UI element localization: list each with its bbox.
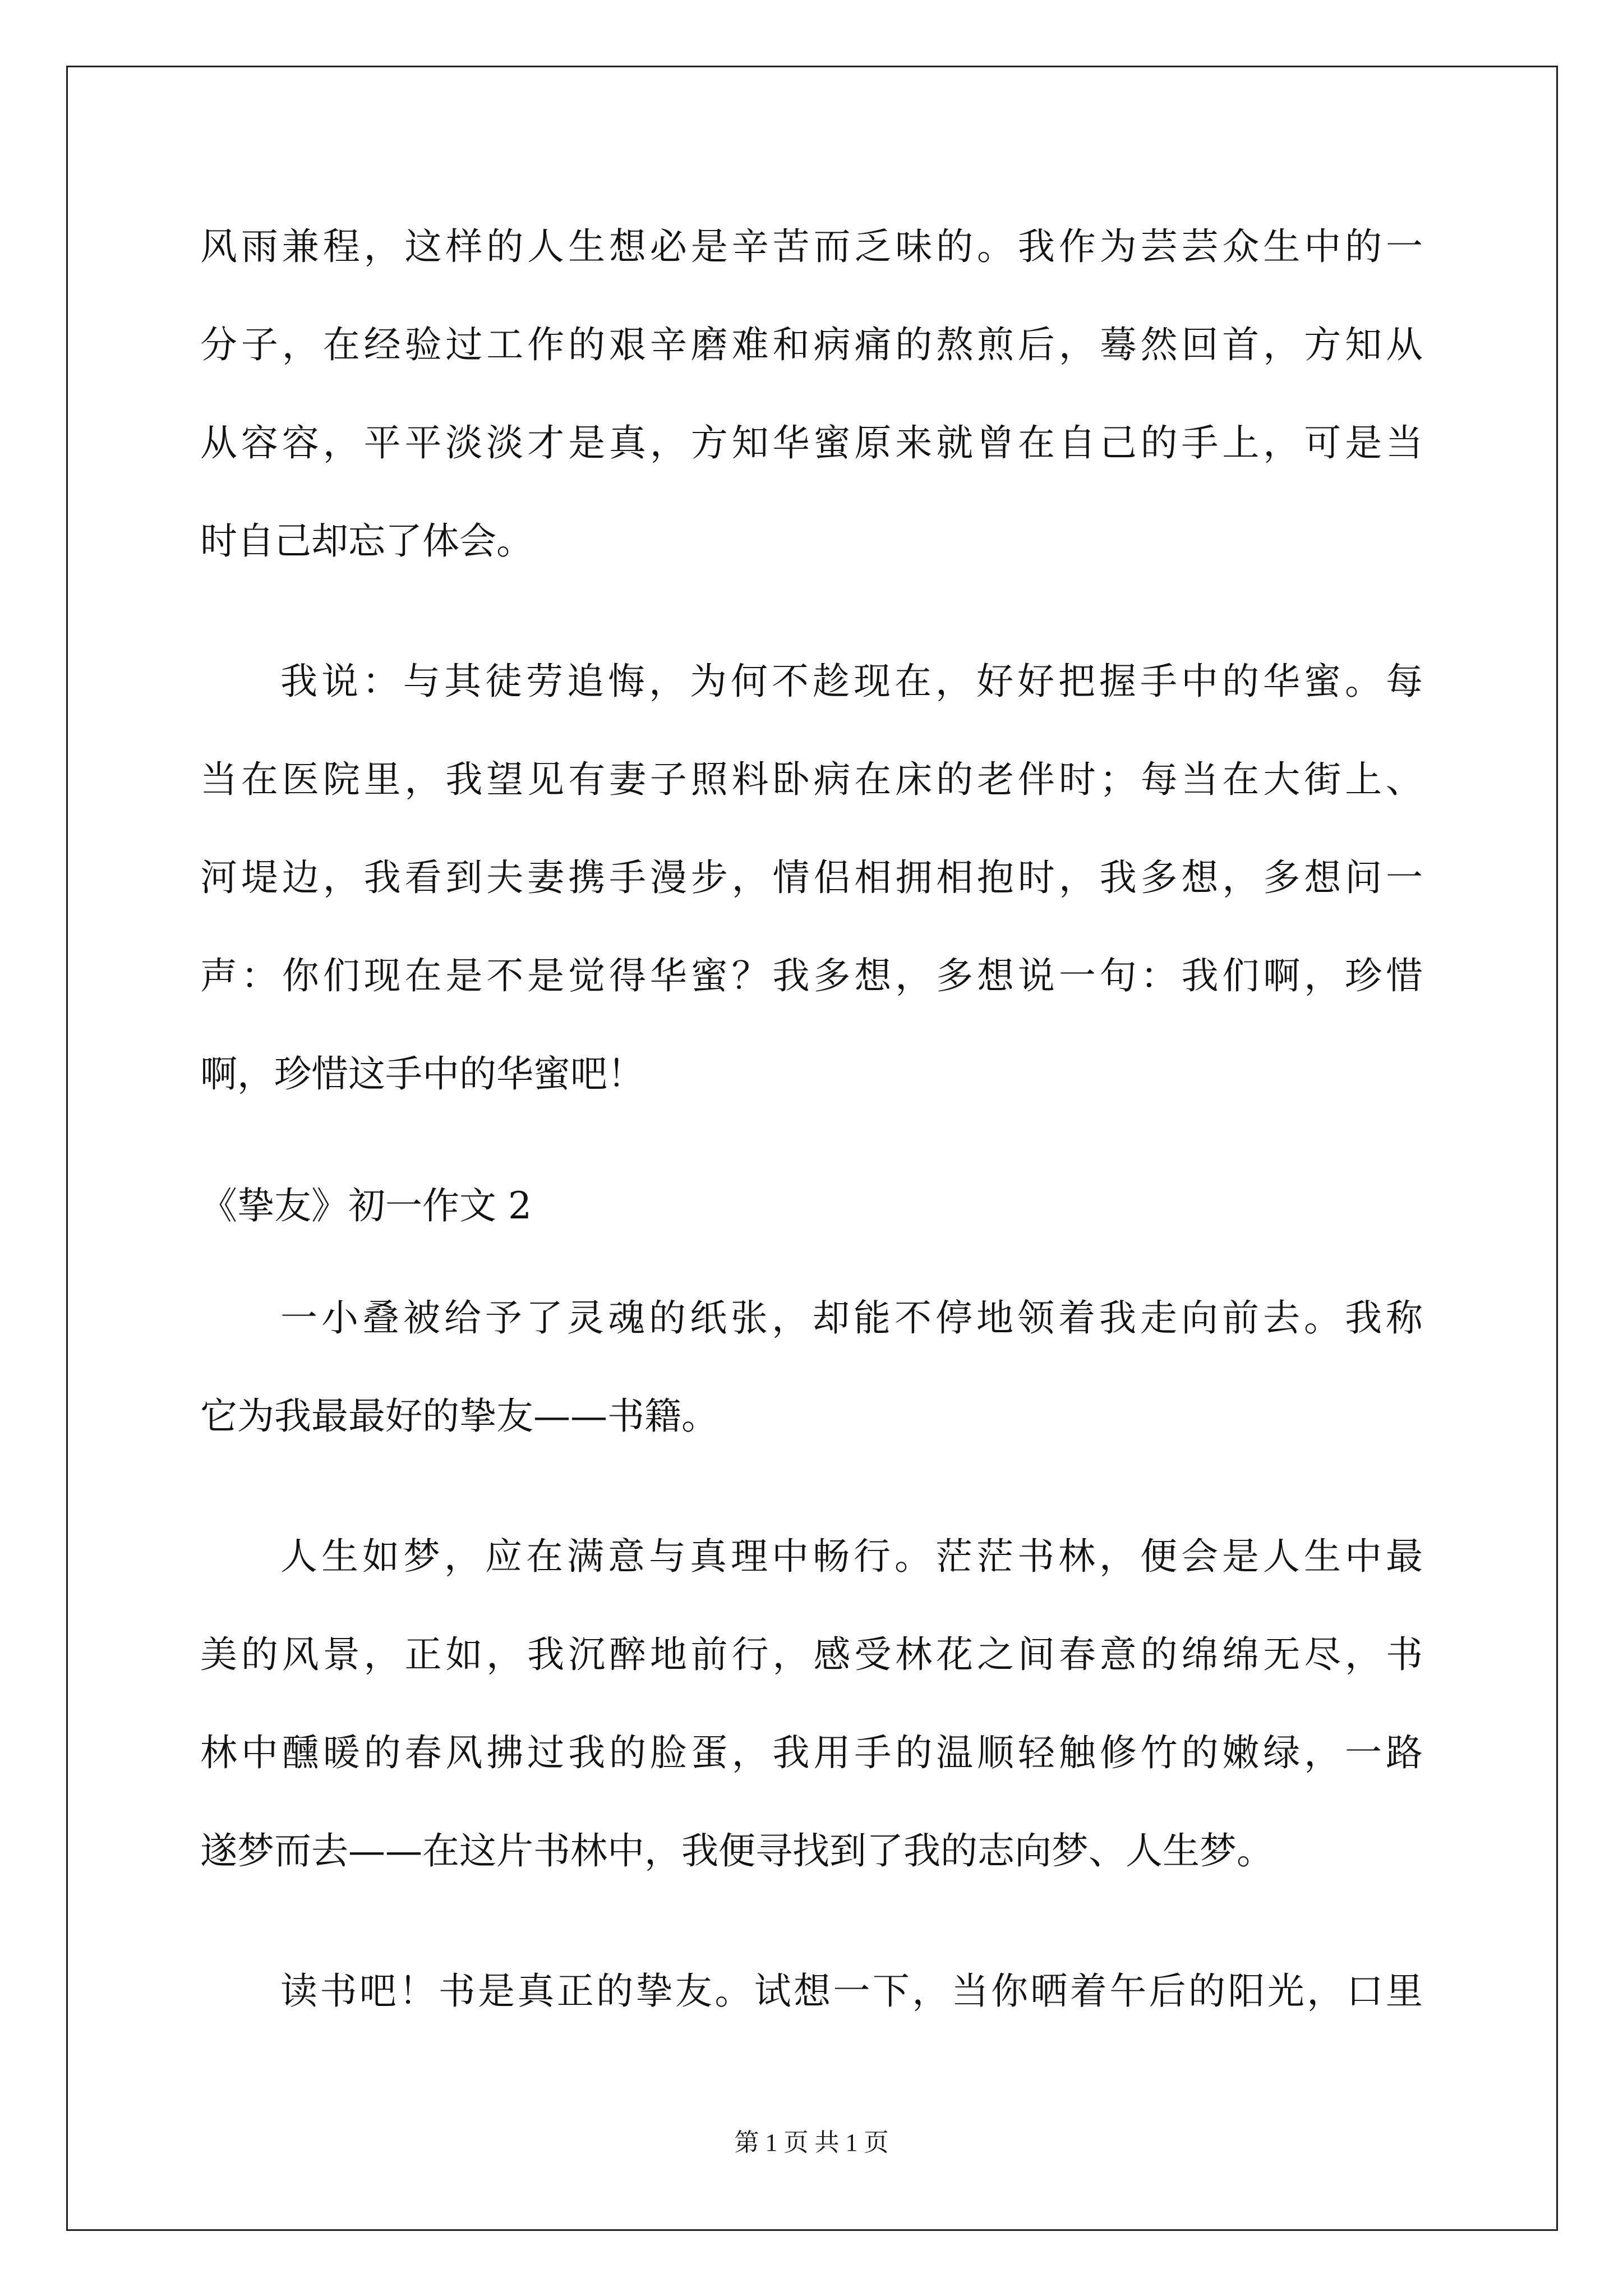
paragraph-line: 人生如梦，应在满意与真理中畅行。茫茫书林，便会是人生中最 bbox=[280, 1535, 1423, 1578]
paragraph-line: 美的风景，正如，我沉醉地前行，感受林花之间春意的绵绵无尽，书 bbox=[200, 1633, 1423, 1676]
page-border bbox=[66, 66, 1558, 2231]
paragraph-line: 啊，珍惜这手中的华蜜吧！ bbox=[200, 1052, 644, 1096]
paragraph-line: 林中醺暖的春风拂过我的脸蛋，我用手的温顺轻触修竹的嫩绿，一路 bbox=[200, 1731, 1423, 1774]
paragraph-line: 声：你们现在是不是觉得华蜜？我多想，多想说一句：我们啊，珍惜 bbox=[200, 954, 1423, 997]
paragraph-line: 我说：与其徒劳追悔，为何不趁现在，好好把握手中的华蜜。每 bbox=[280, 660, 1423, 703]
paragraph-line: 时自己却忘了体会。 bbox=[200, 519, 533, 563]
paragraph-line: 遂梦而去——在这片书林中，我便寻找到了我的志向梦、人生梦。 bbox=[200, 1829, 1274, 1872]
paragraph-line: 从容容，平平淡淡才是真，方知华蜜原来就曾在自己的手上，可是当 bbox=[200, 421, 1423, 464]
paragraph-line: 风雨兼程，这样的人生想必是辛苦而乏味的。我作为芸芸众生中的一 bbox=[200, 225, 1423, 268]
paragraph-line: 一小叠被给予了灵魂的纸张，却能不停地领着我走向前去。我称 bbox=[280, 1296, 1423, 1340]
paragraph-line: 它为我最最好的挚友——书籍。 bbox=[200, 1395, 718, 1438]
section-heading: 《挚友》初一作文 2 bbox=[200, 1184, 532, 1227]
paragraph-line: 当在医院里，我望见有妻子照料卧病在床的老伴时；每当在大街上、 bbox=[200, 758, 1423, 801]
page-footer: 第 1 页 共 1 页 bbox=[734, 2129, 889, 2156]
paragraph-line: 读书吧！书是真正的挚友。试想一下，当你晒着午后的阳光，口里 bbox=[280, 1970, 1423, 2013]
paragraph-line: 河堤边，我看到夫妻携手漫步，情侣相拥相抱时，我多想，多想问一 bbox=[200, 856, 1423, 899]
paragraph-line: 分子，在经验过工作的艰辛磨难和病痛的熬煎后，蓦然回首，方知从 bbox=[200, 323, 1423, 366]
